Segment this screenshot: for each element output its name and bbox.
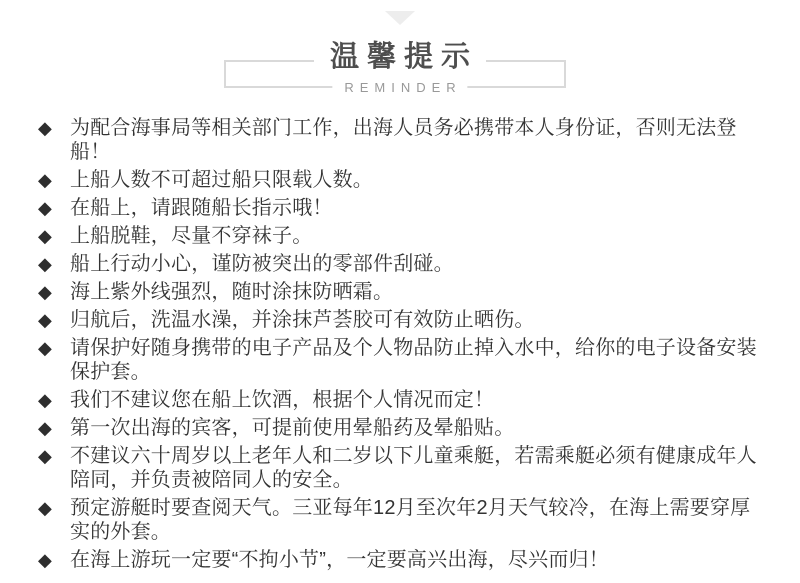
notice-text: 在船上，请跟随船长指示哦！ <box>70 197 333 219</box>
notice-item <box>38 416 770 440</box>
diamond-bullet-icon: ◆ <box>38 446 52 466</box>
down-triangle-icon <box>385 11 415 25</box>
reminder-header <box>0 0 800 116</box>
notice-list <box>38 116 770 576</box>
diamond-bullet-icon: ◆ <box>38 338 52 358</box>
notice-text: 预定游艇时要查阅天气。三亚每年12月至次年2月天气较冷，在海上需要穿厚实的外套。 <box>70 497 751 543</box>
notice-item <box>38 224 770 248</box>
diamond-bullet-icon: ◆ <box>38 390 52 410</box>
notice-item <box>38 496 770 544</box>
notice-text: 上船脱鞋，尽量不穿袜子。 <box>70 225 313 247</box>
diamond-bullet-icon: ◆ <box>38 550 52 570</box>
diamond-bullet-icon: ◆ <box>38 226 52 246</box>
diamond-bullet-icon: ◆ <box>38 282 52 302</box>
diamond-bullet-icon: ◆ <box>38 498 52 518</box>
diamond-bullet-icon: ◆ <box>38 118 52 138</box>
diamond-bullet-icon: ◆ <box>38 198 52 218</box>
diamond-bullet-icon: ◆ <box>38 254 52 274</box>
diamond-bullet-icon: ◆ <box>38 418 52 438</box>
notice-text: 海上紫外线强烈，随时涂抹防晒霜。 <box>70 281 394 303</box>
notice-item <box>38 308 770 332</box>
notice-item <box>38 388 770 412</box>
notice-item <box>38 280 770 304</box>
notice-item <box>38 168 770 192</box>
notice-item <box>38 196 770 220</box>
notice-item <box>38 336 770 384</box>
notice-text: 我们不建议您在船上饮酒，根据个人情况而定！ <box>70 389 495 411</box>
notice-text: 第一次出海的宾客，可提前使用晕船药及晕船贴。 <box>70 417 515 439</box>
notice-item <box>38 548 770 572</box>
notice-text: 归航后，洗温水澡，并涂抹芦荟胶可有效防止晒伤。 <box>70 309 535 331</box>
notice-text: 上船人数不可超过船只限载人数。 <box>70 169 373 191</box>
notice-item <box>38 116 770 164</box>
page-title: 温馨提示 <box>314 39 486 75</box>
page-subtitle: REMINDER <box>332 80 467 96</box>
diamond-bullet-icon: ◆ <box>38 170 52 190</box>
notice-text: 为配合海事局等相关部门工作，出海人员务必携带本人身份证，否则无法登船！ <box>70 117 737 163</box>
diamond-bullet-icon: ◆ <box>38 310 52 330</box>
notice-text: 不建议六十周岁以上老年人和二岁以下儿童乘艇，若需乘艇必须有健康成年人陪同，并负责被陪同人的安全。 <box>70 445 757 491</box>
notice-item <box>38 444 770 492</box>
notice-item <box>38 252 770 276</box>
notice-text: 船上行动小心，谨防被突出的零部件刮碰。 <box>70 253 454 275</box>
notice-text: 请保护好随身携带的电子产品及个人物品防止掉入水中，给你的电子设备安装保护套。 <box>70 337 757 383</box>
notice-text: 在海上游玩一定要“不拘小节”，一定要高兴出海，尽兴而归！ <box>70 549 609 571</box>
